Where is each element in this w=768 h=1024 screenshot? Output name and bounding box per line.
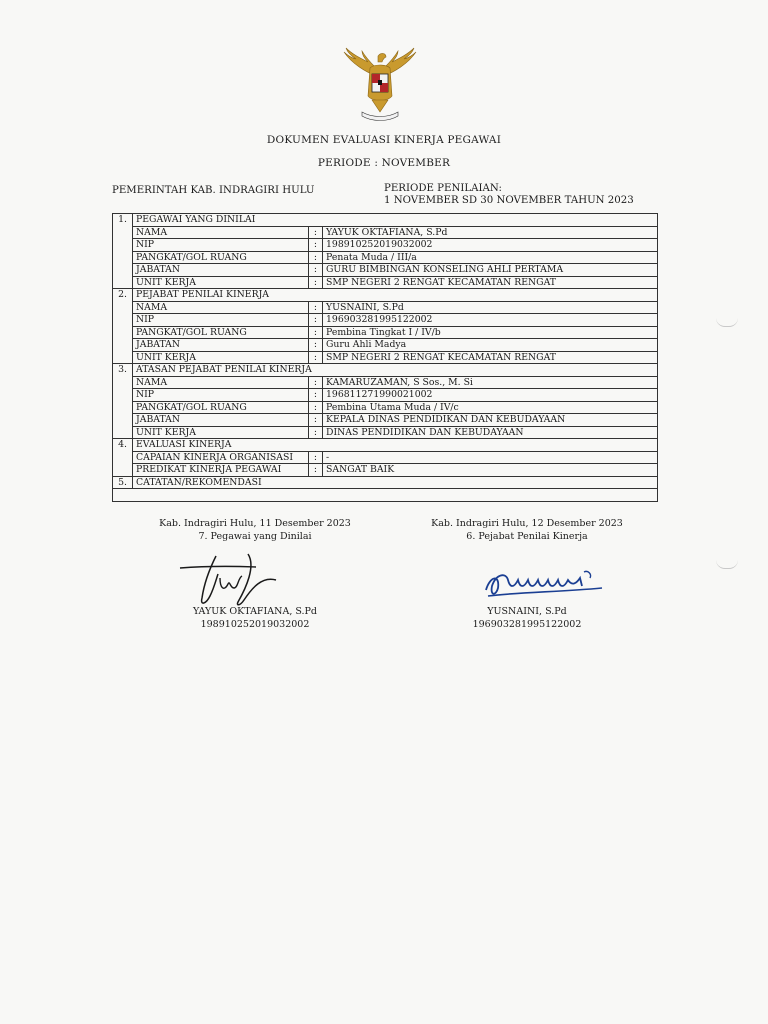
field-value: Penata Muda / III/a <box>323 251 658 264</box>
field-label: NAMA <box>133 376 309 389</box>
notes-area <box>113 489 658 502</box>
government-name: PEMERINTAH KAB. INDRAGIRI HULU <box>112 185 315 196</box>
field-value: Guru Ahli Madya <box>323 339 658 352</box>
field-value: Pembina Utama Muda / IV/c <box>323 401 658 414</box>
colon-separator: : <box>309 351 323 364</box>
right-handwritten-signature <box>480 566 608 602</box>
table-row <box>113 326 658 339</box>
field-label: NAMA <box>133 226 309 239</box>
table-row <box>113 301 658 314</box>
right-signature-role: 6. Pejabat Penilai Kinerja <box>466 531 588 542</box>
field-label: PANGKAT/GOL RUANG <box>133 251 309 264</box>
field-label: UNIT KERJA <box>133 276 309 289</box>
table-row <box>113 339 658 352</box>
table-row <box>113 451 658 464</box>
colon-separator: : <box>309 464 323 477</box>
field-label: JABATAN <box>133 264 309 277</box>
right-signature-nip: 196903281995122002 <box>472 619 582 630</box>
period-title: PERIODE : NOVEMBER <box>317 157 451 169</box>
left-signature-date: Kab. Indragiri Hulu, 11 Desember 2023 <box>159 518 351 529</box>
field-label: PANGKAT/GOL RUANG <box>133 401 309 414</box>
field-value: YAYUK OKTAFIANA, S.Pd <box>323 226 658 239</box>
field-value: GURU BIMBINGAN KONSELING AHLI PERTAMA <box>323 264 658 277</box>
field-label: JABATAN <box>133 414 309 427</box>
field-label: UNIT KERJA <box>133 426 309 439</box>
section-header-row <box>113 439 658 452</box>
table-row <box>113 401 658 414</box>
punch-hole-mark <box>716 318 738 327</box>
colon-separator: : <box>309 239 323 252</box>
colon-separator: : <box>309 376 323 389</box>
colon-separator: : <box>309 301 323 314</box>
field-value: SMP NEGERI 2 RENGAT KECAMATAN RENGAT <box>323 276 658 289</box>
garuda-emblem-logo <box>338 46 422 124</box>
assessment-period <box>384 183 634 207</box>
colon-separator: : <box>309 339 323 352</box>
field-value: Pembina Tingkat I / IV/b <box>323 326 658 339</box>
field-label: NIP <box>133 389 309 402</box>
colon-separator: : <box>309 426 323 439</box>
section-number: 4. <box>113 439 133 477</box>
field-value: 198910252019032002 <box>323 239 658 252</box>
table-row <box>113 426 658 439</box>
field-label: PREDIKAT KINERJA PEGAWAI <box>133 464 309 477</box>
colon-separator: : <box>309 314 323 327</box>
section-title: PEGAWAI YANG DINILAI <box>133 214 658 227</box>
field-value: SMP NEGERI 2 RENGAT KECAMATAN RENGAT <box>323 351 658 364</box>
colon-separator: : <box>309 401 323 414</box>
assessment-period-label: PERIODE PENILAIAN: <box>384 183 502 194</box>
document-title: DOKUMEN EVALUASI KINERJA PEGAWAI <box>266 134 502 146</box>
table-row <box>113 239 658 252</box>
section-header-row <box>113 214 658 227</box>
colon-separator: : <box>309 226 323 239</box>
table-row <box>113 376 658 389</box>
table-row <box>113 351 658 364</box>
field-label: NIP <box>133 239 309 252</box>
section-number: 2. <box>113 289 133 364</box>
table-row <box>113 314 658 327</box>
field-value: YUSNAINI, S.Pd <box>323 301 658 314</box>
field-label: NAMA <box>133 301 309 314</box>
table-row <box>113 251 658 264</box>
colon-separator: : <box>309 251 323 264</box>
colon-separator: : <box>309 326 323 339</box>
table-row <box>113 276 658 289</box>
field-label: NIP <box>133 314 309 327</box>
colon-separator: : <box>309 389 323 402</box>
notes-row <box>113 489 658 502</box>
colon-separator: : <box>309 451 323 464</box>
right-signature-date: Kab. Indragiri Hulu, 12 Desember 2023 <box>431 518 623 529</box>
section-header-row <box>113 476 658 489</box>
punch-hole-mark <box>716 560 738 569</box>
field-value: - <box>323 451 658 464</box>
field-value: 196903281995122002 <box>323 314 658 327</box>
section-title: ATASAN PEJABAT PENILAI KINERJA <box>133 364 658 377</box>
table-row <box>113 414 658 427</box>
field-value: KEPALA DINAS PENDIDIKAN DAN KEBUDAYAAN <box>323 414 658 427</box>
field-label: CAPAIAN KINERJA ORGANISASI <box>133 451 309 464</box>
section-number: 5. <box>113 476 133 489</box>
field-value: 196811271990021002 <box>323 389 658 402</box>
colon-separator: : <box>309 276 323 289</box>
table-row <box>113 226 658 239</box>
table-row <box>113 264 658 277</box>
field-label: JABATAN <box>133 339 309 352</box>
left-handwritten-signature <box>176 548 294 612</box>
evaluation-table <box>112 213 658 502</box>
section-number: 1. <box>113 214 133 289</box>
field-value: DINAS PENDIDIKAN DAN KEBUDAYAAN <box>323 426 658 439</box>
table-row <box>113 464 658 477</box>
left-signature-name: YAYUK OKTAFIANA, S.Pd <box>192 606 318 617</box>
section-title: PEJABAT PENILAI KINERJA <box>133 289 658 302</box>
left-signature-role: 7. Pegawai yang Dinilai <box>198 531 312 542</box>
table-row <box>113 389 658 402</box>
section-number: 3. <box>113 364 133 439</box>
field-label: PANGKAT/GOL RUANG <box>133 326 309 339</box>
left-signature-nip: 198910252019032002 <box>200 619 310 630</box>
colon-separator: : <box>309 264 323 277</box>
field-value: SANGAT BAIK <box>323 464 658 477</box>
field-value: KAMARUZAMAN, S Sos., M. Si <box>323 376 658 389</box>
section-header-row <box>113 364 658 377</box>
section-header-row <box>113 289 658 302</box>
right-signature-name: YUSNAINI, S.Pd <box>487 606 567 617</box>
section-title: CATATAN/REKOMENDASI <box>133 476 658 489</box>
colon-separator: : <box>309 414 323 427</box>
assessment-period-value: 1 NOVEMBER SD 30 NOVEMBER TAHUN 2023 <box>384 195 634 206</box>
field-label: UNIT KERJA <box>133 351 309 364</box>
section-title: EVALUASI KINERJA <box>133 439 658 452</box>
